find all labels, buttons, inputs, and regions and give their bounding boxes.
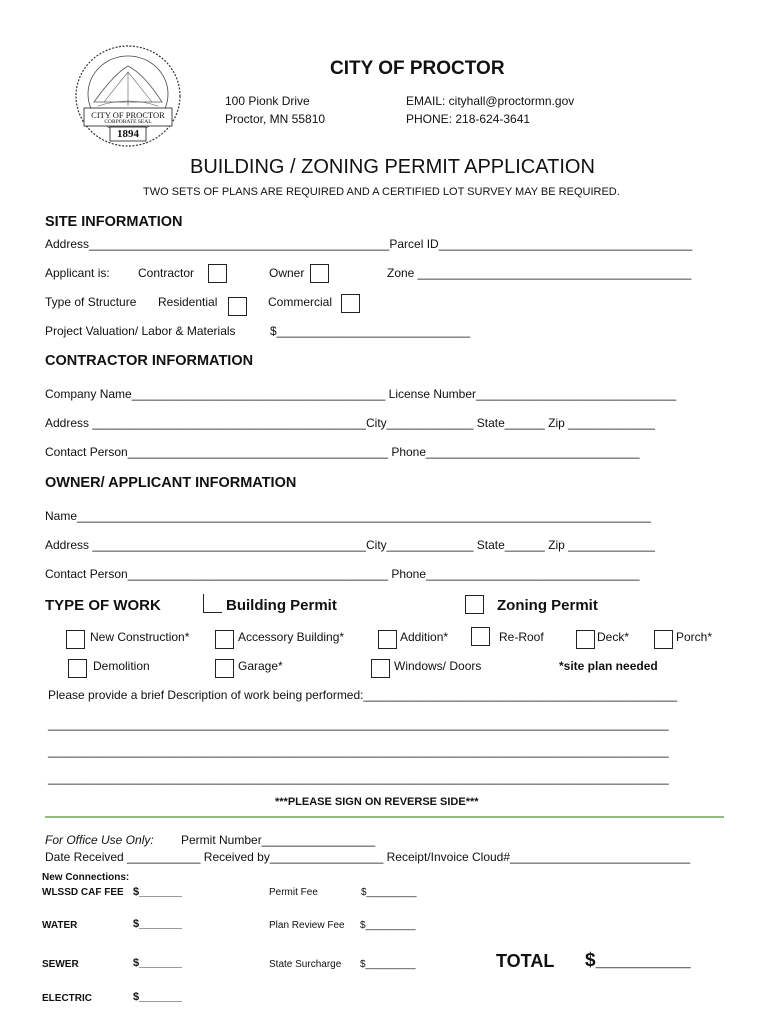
- owner-option-label: Owner: [269, 266, 305, 280]
- contractor-company-field[interactable]: Company Name______________________________________ License Number______________________________: [45, 387, 677, 401]
- residential-option-label: Residential: [158, 295, 218, 309]
- addition-checkbox[interactable]: [378, 630, 397, 649]
- porch-checkbox[interactable]: [654, 630, 673, 649]
- seal-year-text: 1894: [117, 128, 139, 140]
- demolition-checkbox[interactable]: [68, 659, 87, 678]
- site-plan-note: *site plan needed: [559, 659, 658, 673]
- sewer-field[interactable]: $_______: [133, 957, 182, 969]
- building-permit-label: Building Permit: [226, 597, 337, 614]
- office-use-label: For Office Use Only:: [45, 833, 154, 847]
- demolition-label: Demolition: [93, 659, 150, 673]
- porch-label: Porch*: [676, 630, 713, 644]
- office-divider: [45, 816, 724, 818]
- city-seal: [74, 44, 182, 148]
- phone-line: PHONE: 218-624-3641: [406, 112, 531, 126]
- seal-subtitle-text: CORPORATE SEAL: [104, 119, 152, 125]
- wlssd-caf-fee-field[interactable]: $_______: [133, 886, 182, 898]
- structure-type-label: Type of Structure: [45, 295, 137, 309]
- date-received-field[interactable]: Date Received ___________ Received by_________________ Receipt/Invoice Cloud#___________________________: [45, 850, 691, 864]
- total-label: TOTAL: [496, 951, 555, 971]
- seal-name-text: CITY OF PROCTOR: [91, 110, 165, 120]
- commercial-checkbox[interactable]: [341, 294, 360, 313]
- site-info-heading: SITE INFORMATION: [45, 214, 183, 230]
- form-title: BUILDING / ZONING PERMIT APPLICATION: [190, 156, 595, 178]
- valuation-label: Project Valuation/ Labor & Materials: [45, 324, 236, 338]
- windows-doors-checkbox[interactable]: [371, 659, 390, 678]
- electric-label: ELECTRIC: [42, 993, 92, 1004]
- zone-field[interactable]: Zone _________________________________________: [387, 266, 692, 280]
- permit-number-field[interactable]: Permit Number_________________: [181, 833, 376, 847]
- contractor-contact-field[interactable]: Contact Person_______________________________________ Phone________________________________: [45, 445, 640, 459]
- plans-notice: TWO SETS OF PLANS ARE REQUIRED AND A CERTIFIED LOT SURVEY MAY BE REQUIRED.: [143, 186, 620, 198]
- sewer-label: SEWER: [42, 959, 79, 970]
- address-line-2: Proctor, MN 55810: [225, 112, 326, 126]
- deck-checkbox[interactable]: [576, 630, 595, 649]
- contractor-info-heading: CONTRACTOR INFORMATION: [45, 353, 254, 369]
- owner-name-field[interactable]: Name______________________________________________________________________________________: [45, 509, 651, 523]
- electric-field[interactable]: $_______: [133, 991, 182, 1003]
- plan-review-fee-label: Plan Review Fee: [269, 920, 345, 931]
- sign-reverse-notice: ***PLEASE SIGN ON REVERSE SIDE***: [275, 796, 479, 808]
- city-name: CITY OF PROCTOR: [330, 58, 505, 79]
- applicant-is-label: Applicant is:: [45, 266, 110, 280]
- water-field[interactable]: $_______: [133, 918, 182, 930]
- state-surcharge-field[interactable]: $_________: [360, 959, 416, 970]
- windows-doors-label: Windows/ Doors: [394, 659, 482, 673]
- plan-review-fee-field[interactable]: $_________: [360, 920, 416, 931]
- zoning-permit-label: Zoning Permit: [497, 597, 598, 614]
- reroof-label: Re-Roof: [499, 630, 544, 644]
- reroof-checkbox[interactable]: [471, 627, 490, 646]
- owner-info-heading: OWNER/ APPLICANT INFORMATION: [45, 475, 297, 491]
- contractor-address-field[interactable]: Address _________________________________________City_____________ State______ Zip _____________: [45, 416, 655, 430]
- wlssd-caf-fee-label: WLSSD CAF FEE: [42, 887, 124, 898]
- owner-checkbox[interactable]: [310, 264, 329, 283]
- owner-address-field[interactable]: Address _________________________________________City_____________ State______ Zip _____________: [45, 538, 655, 552]
- addition-label: Addition*: [400, 630, 449, 644]
- residential-checkbox[interactable]: [228, 297, 247, 316]
- valuation-field[interactable]: $_____________________________: [270, 324, 471, 338]
- contractor-checkbox[interactable]: [208, 264, 227, 283]
- accessory-building-label: Accessory Building*: [238, 630, 345, 644]
- new-construction-label: New Construction*: [90, 630, 190, 644]
- address-line-1: 100 Pionk Drive: [225, 94, 310, 108]
- permit-fee-label: Permit Fee: [269, 887, 318, 898]
- deck-label: Deck*: [597, 630, 630, 644]
- water-label: WATER: [42, 920, 78, 931]
- description-line-3[interactable]: _____________________________________________________________________________________________: [48, 771, 669, 785]
- garage-checkbox[interactable]: [215, 659, 234, 678]
- site-address-field[interactable]: Address_____________________________________________Parcel ID______________________________________: [45, 237, 693, 251]
- accessory-building-checkbox[interactable]: [215, 630, 234, 649]
- permit-fee-field[interactable]: $_________: [361, 887, 417, 898]
- description-line-2[interactable]: _____________________________________________________________________________________________: [48, 744, 669, 758]
- email-line: EMAIL: cityhall@proctormn.gov: [406, 94, 575, 108]
- new-construction-checkbox[interactable]: [66, 630, 85, 649]
- type-of-work-heading: TYPE OF WORK: [45, 597, 161, 614]
- owner-contact-field[interactable]: Contact Person_______________________________________ Phone________________________________: [45, 567, 640, 581]
- garage-label: Garage*: [238, 659, 283, 673]
- commercial-option-label: Commercial: [268, 295, 333, 309]
- total-field[interactable]: $_________: [585, 950, 691, 971]
- description-line-1[interactable]: _____________________________________________________________________________________________: [48, 717, 669, 731]
- contractor-option-label: Contractor: [138, 266, 195, 280]
- work-description-field[interactable]: Please provide a brief Description of work being performed:_______________________________________________: [48, 688, 678, 702]
- state-surcharge-label: State Surcharge: [269, 959, 342, 970]
- zoning-permit-checkbox[interactable]: [465, 595, 484, 614]
- building-permit-checkbox[interactable]: [203, 594, 222, 613]
- new-connections-label: New Connections:: [42, 872, 130, 883]
